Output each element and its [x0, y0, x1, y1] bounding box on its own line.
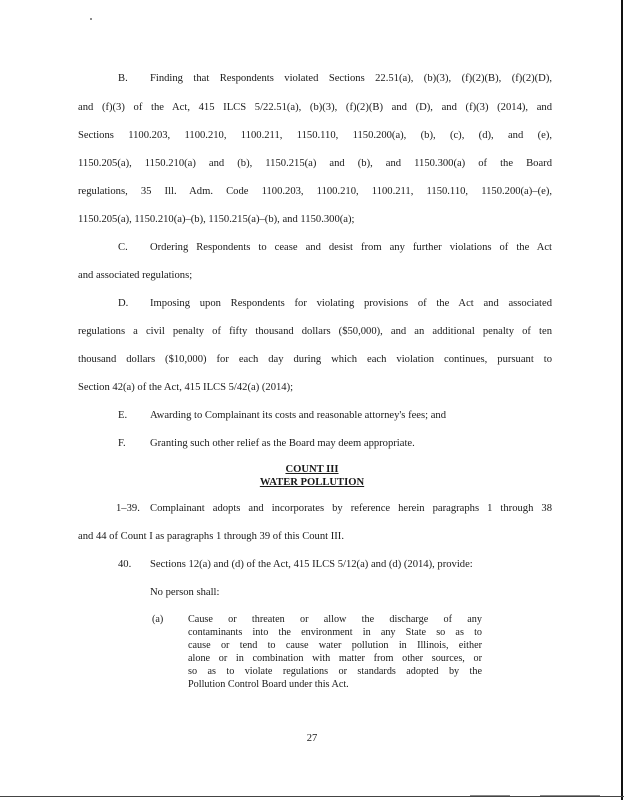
paragraph-label-e: E.	[118, 410, 128, 421]
paragraph-c-line: and associated regulations;	[78, 270, 193, 281]
scan-speck	[90, 18, 92, 20]
scan-edge-bottom	[0, 796, 624, 797]
paragraph-label-d: D.	[118, 298, 129, 309]
paragraph-1-39-line: Complainant adopts and incorporates by reference herein paragraphs 1 through 38	[150, 503, 552, 514]
quote-label-a: (a)	[152, 614, 164, 625]
quote-intro: No person shall:	[150, 587, 220, 598]
paragraph-40-text: Sections 12(a) and (d) of the Act, 415 ILCS 5/12(a) and (d) (2014), provide:	[150, 559, 473, 570]
paragraph-b-line: Finding that Respondents violated Sections 22.51(a), (b)(3), (f)(2)(B), (f)(2)(D),	[150, 73, 552, 84]
paragraph-c-line: Ordering Respondents to cease and desist from any further violations of the Act	[150, 242, 552, 253]
paragraph-b-line: 1150.205(a), 1150.210(a)–(b), 1150.215(a)–(b), and 1150.300(a);	[78, 214, 355, 225]
scan-artifact	[470, 795, 510, 796]
paragraph-d-line: Section 42(a) of the Act, 415 ILCS 5/42(a) (2014);	[78, 382, 294, 393]
paragraph-label-1-39: 1–39.	[116, 503, 140, 514]
quote-a-line: contaminants into the environment in any State so as to	[188, 627, 482, 638]
paragraph-d-line: regulations a civil penalty of fifty thousand dollars ($50,000), and an additional penalty of ten	[78, 326, 552, 337]
paragraph-label-f: F.	[118, 438, 126, 449]
quote-a-line: Cause or threaten or allow the discharge of any	[188, 614, 482, 625]
count-subheading: WATER POLLUTION	[259, 477, 365, 488]
quote-a-line: so as to violate regulations or standards adopted by the	[188, 666, 482, 677]
paragraph-e-line: Awarding to Complainant its costs and reasonable attorney's fees; and	[150, 410, 447, 421]
paragraph-label-40: 40.	[118, 559, 132, 570]
page-number: 27	[306, 733, 318, 744]
count-heading: COUNT III	[285, 464, 339, 475]
paragraph-b-line: and (f)(3) of the Act, 415 ILCS 5/22.51(a), (b)(3), (f)(2)(B) and (D), and (f)(3) (2014), and	[78, 102, 552, 113]
scan-edge-right	[621, 0, 623, 800]
quote-a-line: Pollution Control Board under this Act.	[188, 679, 349, 690]
paragraph-d-line: Imposing upon Respondents for violating provisions of the Act and associated	[150, 298, 552, 309]
quote-a-line: alone or in combination with matter from other sources, or	[188, 653, 482, 664]
paragraph-label-c: C.	[118, 242, 128, 253]
paragraph-f-line: Granting such other relief as the Board may deem appropriate.	[150, 438, 415, 449]
paragraph-b-line: 1150.205(a), 1150.210(a) and (b), 1150.215(a) and (b), and 1150.300(a) of the Board	[78, 158, 552, 169]
paragraph-1-39-line: and 44 of Count I as paragraphs 1 through 39 of this Count III.	[78, 531, 344, 542]
quote-a-line: cause or tend to cause water pollution in Illinois, either	[188, 640, 482, 651]
paragraph-d-line: thousand dollars ($10,000) for each day during which each violation continues, pursuant to	[78, 354, 552, 365]
scan-artifact	[540, 795, 600, 796]
paragraph-b-line: Sections 1100.203, 1100.210, 1100.211, 1150.110, 1150.200(a), (b), (c), (d), and (e),	[78, 130, 552, 141]
paragraph-label-b: B.	[118, 73, 128, 84]
paragraph-b-line: regulations, 35 Ill. Adm. Code 1100.203, 1100.210, 1100.211, 1150.110, 1150.200(a)–(e),	[78, 186, 552, 197]
